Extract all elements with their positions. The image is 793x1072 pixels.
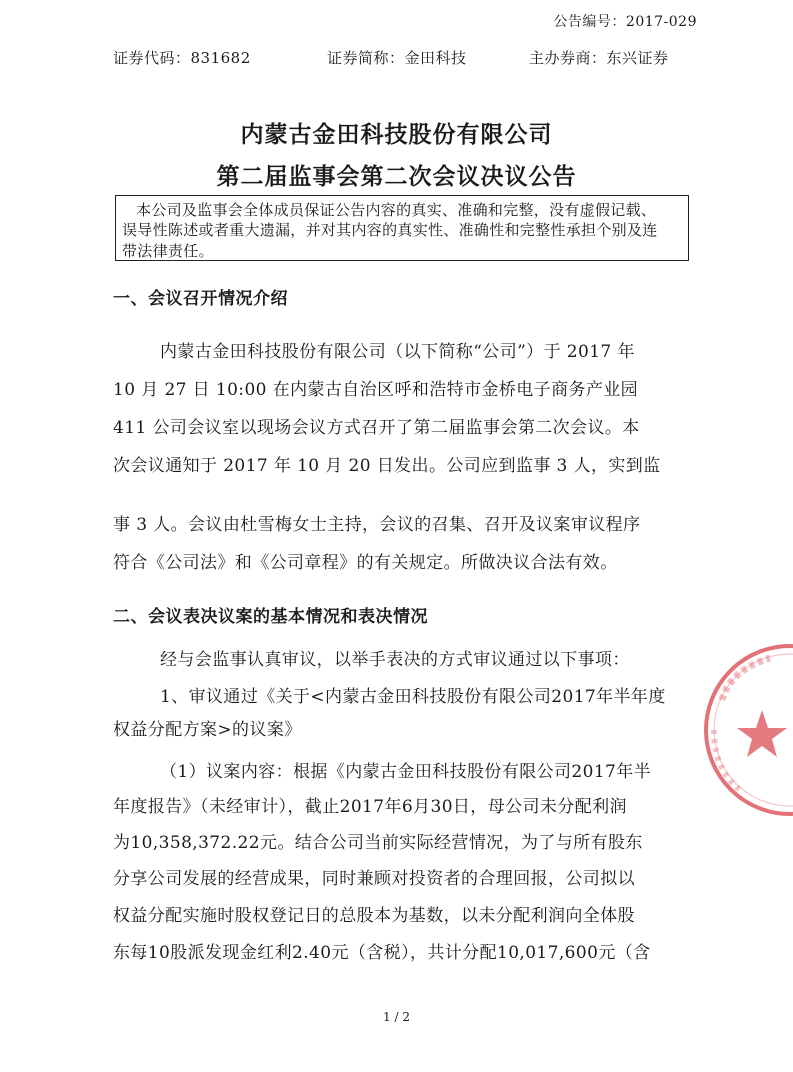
paragraph-line: 东每10股派发现金红利2.40元（含税），共计分配10,017,600元（含 [113, 943, 651, 963]
stock-code: 证券代码：831682 [113, 49, 251, 67]
document-title: 内蒙古金田科技股份有限公司 [240, 121, 553, 148]
sponsor: 主办券商：东兴证券 [529, 49, 669, 67]
paragraph-line: 经与会监事认真审议，以举手表决的方式审议通过以下事项： [160, 650, 630, 670]
paragraph-line: 为10,358,372.22元。结合公司当前实际经营情况，为了与所有股东 [113, 833, 643, 853]
section-heading: 一、会议召开情况介绍 [113, 289, 288, 309]
document-subtitle: 第二届监事会第二次会议决议公告 [216, 163, 577, 190]
paragraph-line: 内蒙古金田科技股份有限公司（以下简称“公司”）于 2017 年 [160, 342, 635, 362]
page-number: 1 / 2 [383, 1010, 410, 1024]
paragraph-line: 权益分配方案>的议案》 [113, 720, 302, 740]
paragraph-line: 事 3 人。会议由杜雪梅女士主持，会议的召集、召开及议案审议程序 [113, 515, 641, 535]
paragraph-line: 年度报告》（未经审计），截止2017年6月30日，母公司未分配利润 [113, 797, 627, 817]
paragraph-line: 符合《公司法》和《公司章程》的有关规定。所做决议合法有效。 [113, 553, 618, 573]
notice-line: 带法律责任。 [122, 242, 214, 260]
paragraph-line: 411 公司会议室以现场会议方式召开了第二届监事会第二次会议。本 [113, 418, 640, 438]
announcement-number: 公告编号：2017-029 [553, 14, 697, 30]
section-heading: 二、会议表决议案的基本情况和表决情况 [113, 607, 428, 627]
notice-line: 本公司及监事会全体成员保证公告内容的真实、准确和完整，没有虚假记载、 [136, 201, 657, 219]
paragraph-line: 分享公司发展的经营成果，同时兼顾对投资者的合理回报，公司拟以 [113, 869, 635, 889]
company-seal-icon [700, 640, 793, 820]
notice-line: 误导性陈述或者重大遗漏，并对其内容的真实性、准确性和完整性承担个别及连 [122, 221, 658, 239]
stock-name: 证券简称：金田科技 [327, 49, 467, 67]
paragraph-line: （1）议案内容：根据《内蒙古金田科技股份有限公司2017年半 [160, 762, 652, 782]
paragraph-line: 权益分配实施时股权登记日的总股本为基数，以未分配利润向全体股 [113, 906, 635, 926]
paragraph-line: 1、审议通过《关于<内蒙古金田科技股份有限公司2017年半年度 [160, 687, 666, 707]
paragraph-line: 10 月 27 日 10:00 在内蒙古自治区呼和浩特市金桥电子商务产业园 [113, 380, 639, 400]
paragraph-line: 次会议通知于 2017 年 10 月 20 日发出。公司应到监事 3 人，实到监 [113, 456, 661, 476]
